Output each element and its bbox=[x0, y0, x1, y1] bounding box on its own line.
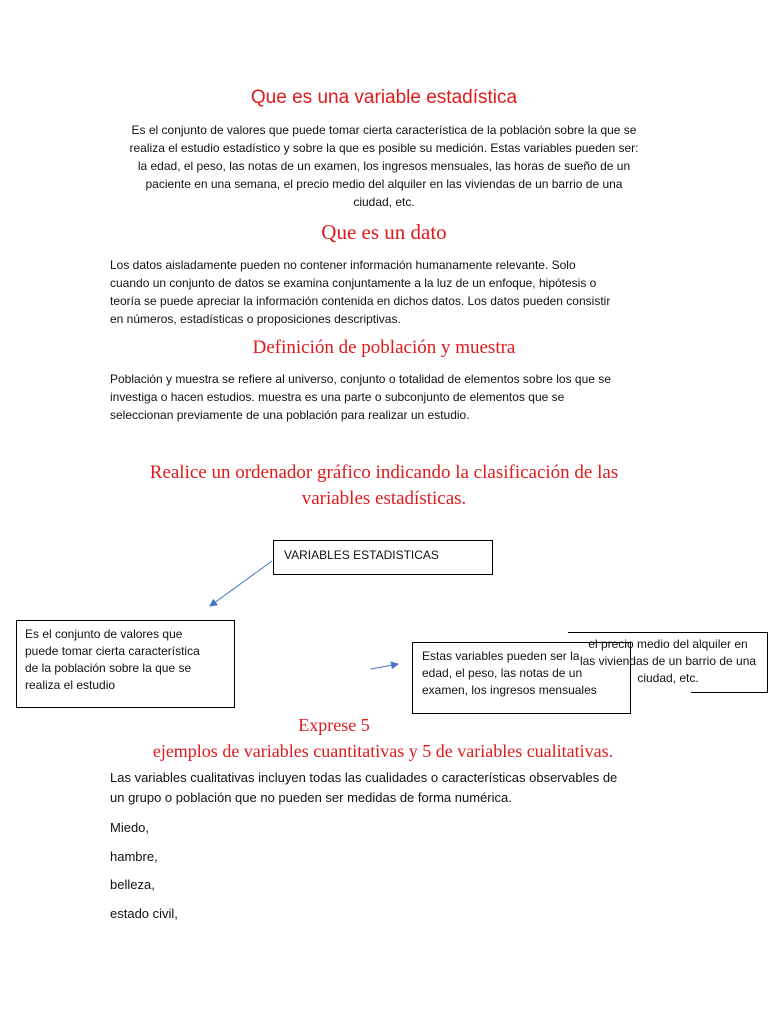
root-node-label: VARIABLES ESTADISTICAS bbox=[284, 548, 439, 562]
ordenador-title-line: variables estadísticas. bbox=[301, 488, 467, 509]
variable-title: Que es una variable estadística bbox=[250, 87, 518, 108]
variable-line: ciudad, etc. bbox=[353, 195, 415, 209]
right-node-text bbox=[568, 636, 768, 687]
arrow-to-middle-node bbox=[371, 664, 398, 669]
dato-line: teoría se puede apreciar la información contenida en dichos datos. Los datos pueden consistir bbox=[110, 294, 611, 308]
exprese-title-line: Exprese 5 bbox=[298, 715, 370, 735]
right-node-line: ciudad, etc. bbox=[637, 671, 699, 685]
middle-node-line: examen, los ingresos mensuales bbox=[422, 683, 597, 697]
exprese-intro-line: Las variables cualitativas incluyen todas las cualidades o características observables de bbox=[110, 770, 618, 785]
example-item: hambre, bbox=[110, 849, 158, 864]
exprese-intro bbox=[110, 768, 670, 808]
exprese-title-line: ejemplos de variables cuantitativas y 5 de variables cualitativas. bbox=[152, 741, 614, 761]
middle-node-line: Estas variables pueden ser la bbox=[422, 649, 580, 663]
poblacion-line: Población y muestra se refiere al universo, conjunto o totalidad de elementos sobre los que se bbox=[110, 372, 611, 386]
right-node-line: el precio medio del alquiler en bbox=[588, 637, 748, 651]
dato-title: Que es un dato bbox=[321, 220, 447, 244]
poblacion-line: seleccionan previamente de una población para realizar un estudio. bbox=[110, 408, 470, 422]
left-node-box bbox=[16, 620, 235, 708]
variable-line: realiza el estudio estadístico y sobre la que es posible su medición. Estas variables pueden ser: bbox=[129, 141, 639, 155]
variable-line: la edad, el peso, las notas de un examen, los ingresos mensuales, las horas de sueño de un bbox=[137, 159, 631, 173]
left-node-line: Es el conjunto de valores que bbox=[25, 627, 183, 641]
dato-line: en números, estadísticas o proposiciones descriptivas. bbox=[110, 312, 401, 326]
middle-node-line: edad, el peso, las notas de un bbox=[422, 666, 583, 680]
dato-line: Los datos aisladamente pueden no contener información humanamente relevante. Solo bbox=[110, 258, 576, 272]
example-item: belleza, bbox=[110, 877, 155, 892]
dato-line: cuando un conjunto de datos se examina conjuntamente a la luz de un enfoque, hipótesis o bbox=[110, 276, 597, 290]
ordenador-title-line: Realice un ordenador gráfico indicando la clasificación de las bbox=[149, 462, 619, 483]
example-item: Miedo, bbox=[110, 820, 150, 835]
exprese-intro-line: un grupo o población que no pueden ser medidas de forma numérica. bbox=[110, 790, 512, 805]
exprese-title bbox=[0, 712, 768, 764]
variable-line: paciente en una semana, el precio medio del alquiler en las viviendas de un barrio de una bbox=[145, 177, 623, 191]
right-node-line: las viviendas de un barrio de una bbox=[579, 654, 757, 668]
arrow-to-left-node bbox=[210, 561, 272, 606]
right-node-box bbox=[568, 632, 768, 694]
example-item: estado civil, bbox=[110, 906, 178, 921]
variable-line: Es el conjunto de valores que puede tomar cierta característica de la población sobre la que se bbox=[131, 123, 637, 137]
left-node-line: puede tomar cierta característica bbox=[25, 644, 200, 658]
poblacion-title: Definición de población y muestra bbox=[252, 337, 516, 358]
left-node-line: de la población sobre la que se bbox=[25, 661, 192, 675]
left-node-line: realiza el estudio bbox=[25, 678, 116, 692]
poblacion-line: investiga o hacen estudios. muestra es una parte o subconjunto de elementos que se bbox=[110, 390, 565, 404]
